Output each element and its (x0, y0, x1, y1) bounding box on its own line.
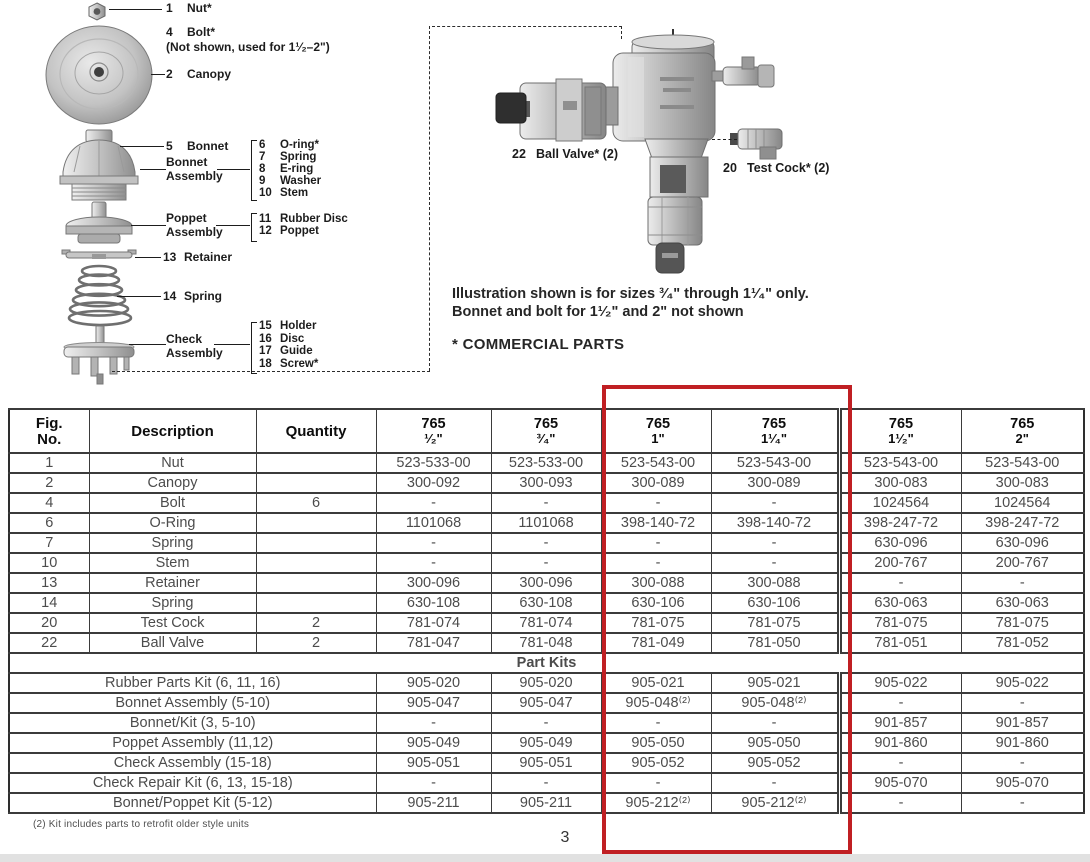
check-assembly-label: Check Assembly (166, 332, 223, 360)
column-header-765-1: 765 ¹⁄₂" (376, 409, 491, 453)
parts-rows (9, 453, 1084, 653)
kit-part-number-cell: 905-070 (961, 773, 1084, 793)
kit-part-number-cell: - (961, 793, 1084, 813)
illustration-note-line2: Bonnet and bolt for 1¹⁄₂" and 2" not shown (452, 304, 744, 320)
kit-row (9, 733, 1084, 753)
kit-part-number-cell: - (839, 753, 961, 773)
kit-part-number-cell: - (961, 693, 1084, 713)
poppet-items-bracket (251, 213, 257, 242)
dashed-boundary-top (432, 26, 622, 27)
part-number-cell: 781-075 (839, 613, 961, 633)
part-number-cell: 523-543-00 (603, 453, 711, 473)
part-number-cell: 523-533-00 (491, 453, 603, 473)
kit-row (9, 693, 1084, 713)
canopy-line (151, 74, 165, 75)
kit-part-number-cell: 901-857 (839, 713, 961, 733)
spring-line (117, 296, 161, 297)
part-kits-header: Part Kits (9, 653, 1084, 673)
diagram-item-label: 9 Washer (259, 175, 322, 188)
part-kits-band (9, 653, 1084, 673)
bonnet-line (120, 146, 164, 147)
part-number-cell: 398-140-72 (711, 513, 839, 533)
ball-valve-drawing (496, 79, 618, 141)
part-number-cell: - (376, 493, 491, 513)
part-row (9, 553, 1084, 573)
kit-part-number-cell: 905-052 (711, 753, 839, 773)
part-number-cell: 781-075 (711, 613, 839, 633)
description-cell: Ball Valve (89, 633, 256, 653)
part-number-cell: 630-096 (961, 533, 1084, 553)
kit-part-number-cell: 905-052 (603, 753, 711, 773)
poppet-assembly-label: Poppet Assembly (166, 211, 223, 239)
quantity-cell (256, 593, 376, 613)
kit-description-cell: Check Repair Kit (6, 13, 15-18) (9, 773, 376, 793)
canopy-label: 2 Canopy (166, 67, 232, 81)
part-number-cell: 781-075 (603, 613, 711, 633)
kit-row (9, 753, 1084, 773)
part-row (9, 573, 1084, 593)
part-row (9, 453, 1084, 473)
part-row (9, 513, 1084, 533)
diagram-item-label: 12 Poppet (259, 225, 319, 238)
quantity-cell (256, 513, 376, 533)
quantity-cell: 6 (256, 493, 376, 513)
part-number-cell: 630-063 (839, 593, 961, 613)
part-number-cell: - (603, 553, 711, 573)
fig-number-cell: 7 (9, 533, 89, 553)
part-row (9, 633, 1084, 653)
description-cell: Nut (89, 453, 256, 473)
fig-number-cell: 6 (9, 513, 89, 533)
check-items-bracket (251, 322, 257, 374)
part-number-cell: 300-092 (376, 473, 491, 493)
part-number-cell: 398-140-72 (603, 513, 711, 533)
part-number-cell: 1024564 (839, 493, 961, 513)
kit-part-number-cell: 901-860 (839, 733, 961, 753)
part-number-cell: 781-051 (839, 633, 961, 653)
part-row (9, 533, 1084, 553)
part-kits-header-row (9, 653, 1084, 673)
part-number-cell: - (961, 573, 1084, 593)
kit-part-number-cell: 905-049 (376, 733, 491, 753)
diagram-item-label: 15 Holder (259, 320, 317, 332)
part-number-cell: 630-106 (603, 593, 711, 613)
part-number-cell: 630-096 (839, 533, 961, 553)
part-number-cell: - (491, 533, 603, 553)
part-number-cell: 1024564 (961, 493, 1084, 513)
bonnet-drawing (60, 130, 138, 200)
union-drawing (648, 157, 708, 273)
kit-description-cell: Check Assembly (15-18) (9, 753, 376, 773)
part-number-cell: 781-074 (376, 613, 491, 633)
spring-label: 14 Spring (163, 289, 222, 303)
part-number-cell: 630-106 (711, 593, 839, 613)
kit-part-number-cell: 905-070 (839, 773, 961, 793)
part-number-cell: 300-093 (491, 473, 603, 493)
part-number-cell: - (603, 533, 711, 553)
kit-part-number-cell: - (491, 713, 603, 733)
description-cell: O-Ring (89, 513, 256, 533)
diagram-item-label: 18 Screw* (259, 358, 319, 371)
part-number-cell: 200-767 (961, 553, 1084, 573)
nut-drawing (89, 3, 105, 20)
kit-part-number-cell: 901-860 (961, 733, 1084, 753)
column-header-quantity: Quantity (256, 409, 376, 453)
kit-part-number-cell: - (839, 793, 961, 813)
part-row (9, 613, 1084, 633)
parts-table-container (8, 408, 1085, 814)
kit-part-number-cell: 905-047 (491, 693, 603, 713)
description-cell: Canopy (89, 473, 256, 493)
part-number-cell: 1101068 (376, 513, 491, 533)
diagram-item-label: 10 Stem (259, 187, 309, 200)
part-number-cell: - (839, 573, 961, 593)
column-header-765-4: 765 1¹⁄₄" (711, 409, 839, 453)
bonnet-assembly-line (140, 169, 166, 170)
quantity-cell: 2 (256, 633, 376, 653)
kit-part-number-cell: 905-211 (376, 793, 491, 813)
dashed-boundary-left (429, 26, 430, 371)
part-row (9, 493, 1084, 513)
quantity-cell (256, 453, 376, 473)
kit-row (9, 673, 1084, 693)
canopy-drawing (46, 26, 152, 124)
table-footnote: (2) Kit includes parts to retrofit older style units (33, 819, 250, 830)
kit-description-cell: Poppet Assembly (11,12) (9, 733, 376, 753)
quantity-cell (256, 553, 376, 573)
kit-part-number-cell: 905-021 (711, 673, 839, 693)
part-number-cell: 300-089 (711, 473, 839, 493)
column-header-description: Description (89, 409, 256, 453)
kit-part-number-cell: 905-048⁽²⁾ (711, 693, 839, 713)
kit-part-number-cell: 905-049 (491, 733, 603, 753)
kit-rows (9, 673, 1084, 813)
part-number-cell: 781-048 (491, 633, 603, 653)
kit-part-number-cell: 905-212⁽²⁾ (711, 793, 839, 813)
nut-line (109, 9, 162, 10)
part-number-cell: 200-767 (839, 553, 961, 573)
kit-part-number-cell: - (961, 753, 1084, 773)
retainer-label: 13 Retainer (163, 250, 233, 264)
part-number-cell: - (603, 493, 711, 513)
diagram-item-label: 6 O-ring* (259, 139, 319, 151)
part-number-cell: 523-543-00 (839, 453, 961, 473)
kit-part-number-cell: - (603, 773, 711, 793)
part-number-cell: - (711, 493, 839, 513)
column-header-fig: Fig. No. (9, 409, 89, 453)
kit-description-cell: Bonnet Assembly (5-10) (9, 693, 376, 713)
check-drawing (64, 326, 134, 384)
diagram-item-label: 11 Rubber Disc (259, 213, 348, 225)
dashed-boundary-tick (621, 26, 622, 39)
part-number-cell: 300-088 (603, 573, 711, 593)
commercial-parts-note: * COMMERCIAL PARTS (452, 336, 625, 353)
bolt-note: (Not shown, used for 1¹⁄₂–2") (166, 40, 330, 54)
fig-number-cell: 1 (9, 453, 89, 473)
kit-part-number-cell: 905-050 (711, 733, 839, 753)
part-number-cell: 781-050 (711, 633, 839, 653)
part-number-cell: 300-096 (491, 573, 603, 593)
kit-part-number-cell: - (491, 773, 603, 793)
part-number-cell: 398-247-72 (839, 513, 961, 533)
kit-part-number-cell: 905-050 (603, 733, 711, 753)
fig-number-cell: 10 (9, 553, 89, 573)
part-number-cell: - (711, 553, 839, 573)
part-row (9, 473, 1084, 493)
kit-part-number-cell: 905-020 (491, 673, 603, 693)
fig-number-cell: 22 (9, 633, 89, 653)
part-number-cell: 781-047 (376, 633, 491, 653)
kit-part-number-cell: 905-211 (491, 793, 603, 813)
kit-part-number-cell: - (376, 713, 491, 733)
part-number-cell: 523-543-00 (711, 453, 839, 473)
check-assembly-line (129, 344, 166, 345)
part-number-cell: 398-247-72 (961, 513, 1084, 533)
fig-number-cell: 4 (9, 493, 89, 513)
kit-description-cell: Rubber Parts Kit (6, 11, 16) (9, 673, 376, 693)
part-number-cell: 781-075 (961, 613, 1084, 633)
description-cell: Retainer (89, 573, 256, 593)
fig-number-cell: 14 (9, 593, 89, 613)
kit-part-number-cell: 905-021 (603, 673, 711, 693)
test-cock-upper-drawing (712, 57, 774, 87)
part-number-cell: 781-052 (961, 633, 1084, 653)
description-cell: Spring (89, 533, 256, 553)
bonnet-assembly-label: Bonnet Assembly (166, 155, 223, 183)
kit-part-number-cell: - (603, 713, 711, 733)
retainer-drawing (62, 250, 136, 259)
kit-part-number-cell: 905-047 (376, 693, 491, 713)
kit-part-number-cell: - (711, 713, 839, 733)
kit-part-number-cell: 905-022 (839, 673, 961, 693)
kit-part-number-cell: - (839, 693, 961, 713)
part-number-cell: 781-074 (491, 613, 603, 633)
dashed-boundary-bottom (112, 371, 430, 372)
part-number-cell: 630-063 (961, 593, 1084, 613)
bonnet-items-bracket (251, 140, 257, 201)
retainer-line (135, 257, 161, 258)
kit-part-number-cell: 905-022 (961, 673, 1084, 693)
part-number-cell: - (711, 533, 839, 553)
quantity-cell: 2 (256, 613, 376, 633)
part-number-cell: - (376, 533, 491, 553)
table-header-row (9, 409, 1084, 453)
part-number-cell: - (491, 553, 603, 573)
column-header-765-2: 765 ³⁄₄" (491, 409, 603, 453)
bolt-label: 4 Bolt* (166, 25, 215, 39)
column-header-765-6: 765 2" (961, 409, 1084, 453)
part-number-cell: - (376, 553, 491, 573)
kit-part-number-cell: 905-020 (376, 673, 491, 693)
kit-part-number-cell: 905-048⁽²⁾ (603, 693, 711, 713)
fig-number-cell: 20 (9, 613, 89, 633)
kit-description-cell: Bonnet/Kit (3, 5-10) (9, 713, 376, 733)
description-cell: Bolt (89, 493, 256, 513)
scan-edge-strip (0, 854, 1090, 862)
test-cock-label: 20 Test Cock* (2) (723, 161, 830, 175)
kit-part-number-cell: 901-857 (961, 713, 1084, 733)
poppet-items-list (259, 213, 348, 237)
part-number-cell: 1101068 (491, 513, 603, 533)
quantity-cell (256, 573, 376, 593)
parts-table (8, 408, 1085, 814)
kit-part-number-cell: - (711, 773, 839, 793)
kit-part-number-cell: 905-051 (491, 753, 603, 773)
part-number-cell: 523-533-00 (376, 453, 491, 473)
column-header-765-5: 765 1¹⁄₂" (839, 409, 961, 453)
bonnet-label: 5 Bonnet (166, 139, 229, 153)
diagram-item-label: 7 Spring (259, 151, 317, 164)
kit-row (9, 793, 1084, 813)
kit-part-number-cell: - (376, 773, 491, 793)
part-number-cell: 781-049 (603, 633, 711, 653)
part-number-cell: 523-543-00 (961, 453, 1084, 473)
kit-row (9, 773, 1084, 793)
part-number-cell: 300-088 (711, 573, 839, 593)
kit-description-cell: Bonnet/Poppet Kit (5-12) (9, 793, 376, 813)
kit-part-number-cell: 905-212⁽²⁾ (603, 793, 711, 813)
column-header-765-3: 765 1" (603, 409, 711, 453)
part-number-cell: 300-083 (839, 473, 961, 493)
valve-body (613, 35, 715, 161)
illustration-note-line1: Illustration shown is for sizes ³⁄₄" through 1¹⁄₄" only. (452, 286, 809, 302)
fig-number-cell: 13 (9, 573, 89, 593)
part-number-cell: 630-108 (491, 593, 603, 613)
test-cock-right-drawing (730, 129, 782, 159)
quantity-cell (256, 473, 376, 493)
part-number-cell: 300-089 (603, 473, 711, 493)
part-number-cell: - (491, 493, 603, 513)
bonnet-items-list (259, 139, 321, 199)
part-number-cell: 300-083 (961, 473, 1084, 493)
description-cell: Spring (89, 593, 256, 613)
part-number-cell: 300-096 (376, 573, 491, 593)
ball-valve-label: 22 Ball Valve* (2) (512, 147, 618, 161)
diagram-item-label: 17 Guide (259, 345, 313, 358)
part-number-cell: 630-108 (376, 593, 491, 613)
kit-part-number-cell: 905-051 (376, 753, 491, 773)
description-cell: Test Cock (89, 613, 256, 633)
diagram-item-label: 16 Disc (259, 332, 305, 345)
part-row (9, 593, 1084, 613)
test-cock-pointer-line (712, 139, 737, 140)
poppet-drawing (66, 202, 132, 243)
diagram-item-label: 8 E-ring (259, 163, 314, 176)
quantity-cell (256, 533, 376, 553)
poppet-assembly-line (131, 225, 166, 226)
nut-label: 1 Nut* (166, 1, 212, 15)
page-number: 3 (560, 829, 570, 846)
description-cell: Stem (89, 553, 256, 573)
fig-number-cell: 2 (9, 473, 89, 493)
check-items-list (259, 320, 318, 371)
kit-row (9, 713, 1084, 733)
